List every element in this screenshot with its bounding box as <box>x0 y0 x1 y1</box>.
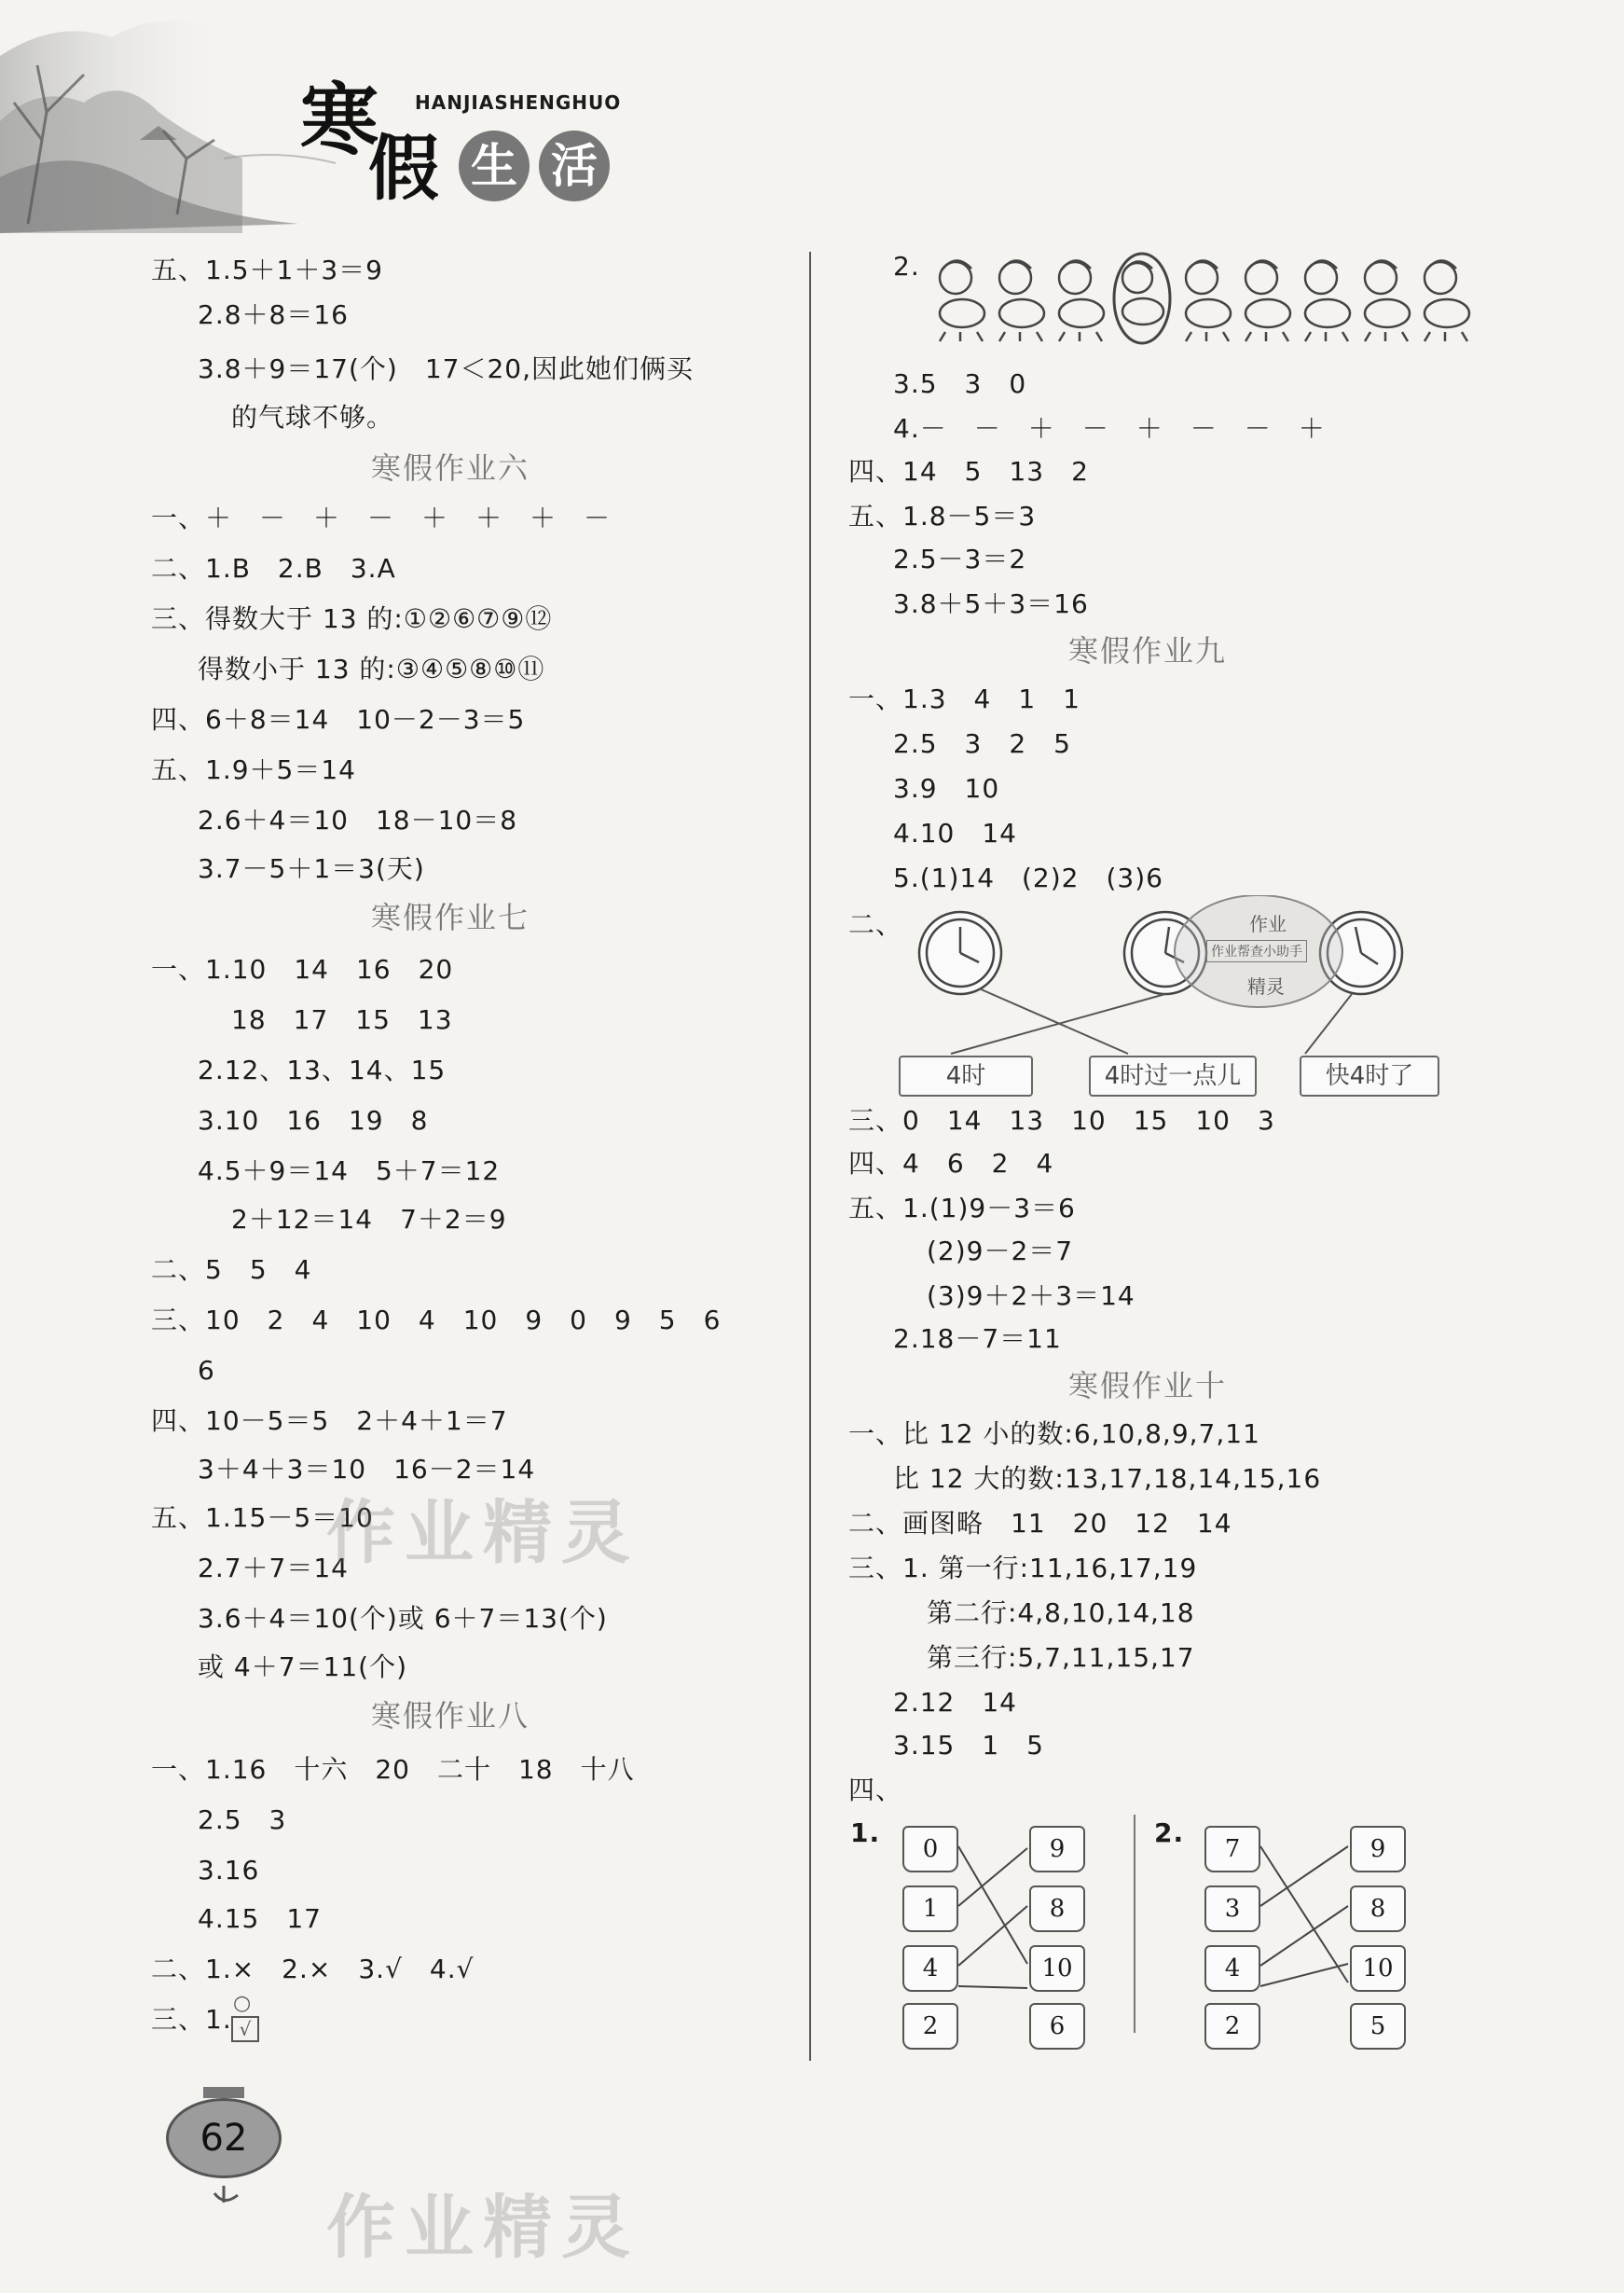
answer-line: 3.9 10 <box>893 773 1000 804</box>
answer-line: 或 4＋7＝11(个) <box>198 1651 408 1682</box>
section-title: 寒假作业七 <box>371 900 530 935</box>
answer-line: 4.5＋9＝14 5＋7＝12 <box>198 1155 501 1186</box>
page-number: 62 <box>166 2098 282 2178</box>
section-title: 寒假作业十 <box>1068 1368 1228 1403</box>
answer-line: 二、 <box>848 909 903 940</box>
answer-line: 得数小于 13 的:③④⑤⑧⑩⑪ <box>198 654 545 684</box>
answer-line: 一、比 12 小的数:6,10,8,9,7,11 <box>848 1418 1260 1449</box>
match-lines-1 <box>957 1826 1031 2012</box>
match-card: 0 <box>902 1826 958 1872</box>
match-card: 6 <box>1029 2003 1085 2050</box>
cartoon-figure-icon <box>1186 260 1231 341</box>
stamp-text-bottom: 精灵 <box>1247 975 1285 998</box>
match-card: 4 <box>1204 1945 1260 1992</box>
cartoon-figures-row <box>923 252 1473 345</box>
match-divider <box>1134 1815 1135 2033</box>
answer-line: 第三行:5,7,11,15,17 <box>927 1642 1195 1673</box>
match-card: 10 <box>1029 1945 1085 1992</box>
answer-line: 4.15 17 <box>198 1903 322 1934</box>
section-title: 寒假作业九 <box>1068 633 1228 669</box>
answer-line: 2.7＋7＝14 <box>198 1553 349 1583</box>
answer-line: 2.6＋4＝10 18－10＝8 <box>198 805 518 836</box>
answer-line: 五、1.8－5＝3 <box>848 501 1037 532</box>
match-card: 4 <box>902 1945 958 1992</box>
answer-line: (3)9＋2＋3＝14 <box>927 1280 1135 1311</box>
column-divider <box>809 252 811 2061</box>
check-box-mark: √ <box>231 2016 259 2042</box>
match-card: 5 <box>1350 2003 1406 2050</box>
answer-line: 四、10－5＝5 2＋4＋1＝7 <box>151 1405 508 1436</box>
match-card: 9 <box>1029 1826 1085 1872</box>
answer-line: 2.5－3＝2 <box>893 544 1027 574</box>
cartoon-figure-circled-icon <box>1114 254 1170 343</box>
cartoon-figure-icon <box>1246 260 1290 341</box>
cartoon-figure-icon <box>999 260 1044 341</box>
answer-line: (2)9－2＝7 <box>927 1236 1074 1266</box>
answer-line: 3.5 3 0 <box>893 368 1027 399</box>
cartoon-figure-icon <box>1365 260 1410 341</box>
cartoon-figure-icon <box>940 260 984 341</box>
answer-line: 3.10 16 19 8 <box>198 1105 429 1136</box>
watermark: 作业精灵 <box>326 1493 640 1573</box>
answer-line: 一、1.16 十六 20 二十 18 十八 <box>151 1754 635 1785</box>
stamp-text-top: 作业 <box>1249 913 1287 935</box>
answer-line: 3.16 <box>198 1855 260 1886</box>
answer-line: 2. <box>893 251 920 282</box>
match-card: 1 <box>902 1886 958 1932</box>
header-char-2: 假 <box>368 127 439 210</box>
cartoon-figure-icon <box>1424 260 1469 341</box>
answer-line: 五、1.9＋5＝14 <box>151 754 356 785</box>
cartoon-figure-icon <box>1305 260 1350 341</box>
answer-line: 五、1.(1)9－3＝6 <box>848 1193 1076 1223</box>
clock-icon <box>919 912 1001 994</box>
stamp-text-mid: 作业帮查小助手 <box>1206 940 1307 962</box>
answer-line: 一、1.3 4 1 1 <box>848 684 1080 714</box>
header-char-1: 寒 <box>300 74 379 166</box>
match-group-1-label: 1. <box>850 1817 881 1848</box>
answer-line: 五、1.15－5＝10 <box>151 1502 374 1533</box>
answer-line: 四、14 5 13 2 <box>848 456 1089 487</box>
answer-line: 五、1.5＋1＋3＝9 <box>151 255 383 285</box>
answer-line: 3.8＋5＋3＝16 <box>893 588 1089 619</box>
answer-line: 3.8＋9＝17(个) 17＜20,因此她们俩买 <box>198 353 694 384</box>
time-label-box: 快4时了 <box>1300 1056 1439 1097</box>
answer-line: 三、10 2 4 10 4 10 9 0 9 5 6 <box>151 1305 722 1335</box>
answer-line: 2.12 14 <box>893 1687 1017 1718</box>
time-label-box: 4时 <box>899 1056 1033 1097</box>
answer-line: 二、1.× 2.× 3.√ 4.√ <box>151 1954 475 1984</box>
match-card: 2 <box>902 2003 958 2050</box>
answer-line: 2＋12＝14 7＋2＝9 <box>231 1204 507 1235</box>
section-title: 寒假作业八 <box>371 1698 530 1734</box>
match-card: 10 <box>1350 1945 1406 1992</box>
answer-line: 二、1.B 2.B 3.A <box>151 553 396 584</box>
section-title: 寒假作业六 <box>371 450 530 486</box>
header-pinyin: HANJIASHENGHUO <box>415 91 622 114</box>
answer-line: 四、4 6 2 4 <box>848 1148 1054 1179</box>
answer-line: 的气球不够。 <box>231 402 394 433</box>
answer-line: 4.10 14 <box>893 818 1017 849</box>
answer-line: 2.18－7＝11 <box>893 1323 1062 1354</box>
time-label-box: 4时过一点儿 <box>1089 1056 1257 1097</box>
answer-line: 三、1. 第一行:11,16,17,19 <box>848 1553 1198 1583</box>
answer-line: 6 <box>198 1355 215 1386</box>
answer-line: 3.15 1 5 <box>893 1730 1044 1761</box>
answer-line: 二、5 5 4 <box>151 1254 312 1285</box>
answer-line: 5.(1)14 (2)2 (3)6 <box>893 863 1163 893</box>
answer-line: 一、＋ － ＋ － ＋ ＋ ＋ － <box>151 503 612 533</box>
match-lines-2 <box>1259 1826 1352 2012</box>
cartoon-figure-icon <box>1059 260 1104 341</box>
answer-line: 3＋4＋3＝10 16－2＝14 <box>198 1454 536 1485</box>
answer-line: 3.7－5＋1＝3(天) <box>198 853 425 884</box>
answer-line: 2.12、13、14、15 <box>198 1055 447 1085</box>
answer-line: 4.－ － ＋ － ＋ － － ＋ <box>893 413 1326 444</box>
header-char-4: 活 <box>539 131 610 201</box>
answer-line: 2.8＋8＝16 <box>198 299 349 330</box>
answer-line: 第二行:4,8,10,14,18 <box>927 1597 1195 1628</box>
header-char-3: 生 <box>459 131 530 201</box>
clock-matching-diagram <box>914 895 1436 1063</box>
circle-mark: ○ <box>233 1992 252 2015</box>
answer-line: 比 12 大的数:13,17,18,14,15,16 <box>893 1463 1322 1494</box>
match-card: 7 <box>1204 1826 1260 1872</box>
answer-line: 三、1. <box>151 2004 232 2035</box>
match-card: 2 <box>1204 2003 1260 2050</box>
answer-line: 2.5 3 <box>198 1804 287 1835</box>
answer-line: 三、0 14 13 10 15 10 3 <box>848 1105 1275 1136</box>
answer-line: 二、画图略 11 20 12 14 <box>848 1508 1232 1539</box>
answer-line: 三、得数大于 13 的:①②⑥⑦⑨⑫ <box>151 603 553 634</box>
answer-line: 四、 <box>848 1775 903 1805</box>
answer-line: 一、1.10 14 16 20 <box>151 954 454 985</box>
match-card: 8 <box>1350 1886 1406 1932</box>
answer-line: 18 17 15 13 <box>231 1004 453 1035</box>
match-group-2-label: 2. <box>1154 1817 1185 1848</box>
answer-line: 3.6＋4＝10(个)或 6＋7＝13(个) <box>198 1603 608 1634</box>
match-card: 9 <box>1350 1826 1406 1872</box>
match-card: 8 <box>1029 1886 1085 1932</box>
match-card: 3 <box>1204 1886 1260 1932</box>
watermark: 作业精灵 <box>326 2188 640 2268</box>
answer-line: 2.5 3 2 5 <box>893 728 1071 759</box>
answer-line: 四、6＋8＝14 10－2－3＝5 <box>151 704 526 735</box>
